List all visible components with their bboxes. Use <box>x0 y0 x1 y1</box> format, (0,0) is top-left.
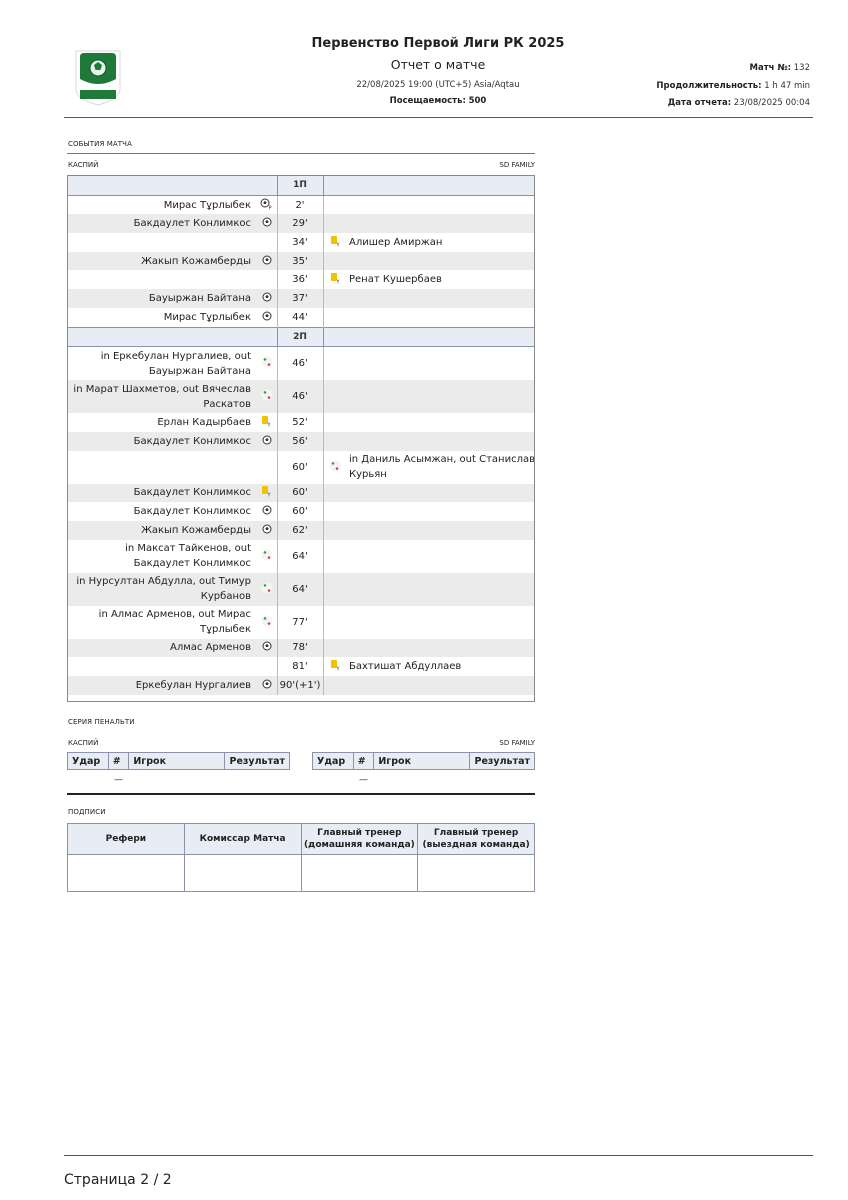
event-home-icon-cell <box>257 413 277 432</box>
match-number <box>550 63 810 73</box>
event-minute: 34' <box>277 233 323 252</box>
report-date-label: Дата отчета: <box>667 98 732 108</box>
event-home-player: in Марат Шахметов, out Вячеслав Раскатов <box>67 380 257 413</box>
event-home-icon-cell <box>257 521 277 540</box>
event-home-icon-cell <box>257 432 277 451</box>
event-home-player: Мирас Тұрлыбек <box>163 311 251 323</box>
sig-col-away-coach: Главный тренер (выездная команда) <box>418 824 535 855</box>
event-away-icon-cell <box>323 657 347 676</box>
sig-cell-home-coach[interactable] <box>301 855 418 892</box>
event-home-player: Ерлан Кадырбаев <box>157 417 251 429</box>
event-row <box>67 270 535 289</box>
goal-icon <box>262 679 272 692</box>
event-minute: 44' <box>277 308 323 327</box>
substitution-icon <box>261 356 273 371</box>
event-row <box>67 252 535 271</box>
goal-icon <box>262 505 272 518</box>
event-home-player: in Максат Тайкенов, out Бакдаулет Конлимкос <box>125 543 251 570</box>
event-away-icon-cell <box>323 347 347 381</box>
event-home-icon-cell <box>257 484 277 503</box>
event-away-player <box>347 639 535 658</box>
event-home-player: in Нурсултан Абдулла, out Тимур Курбанов <box>67 573 257 606</box>
event-home-player: Жакып Кожамберды <box>67 252 257 271</box>
event-home-icon-cell <box>257 233 277 252</box>
duration-label: Продолжительность: <box>656 81 762 91</box>
event-home-player: Бакдаулет Конлимкос <box>133 506 251 518</box>
sig-col-commissioner: Комиссар Матча <box>184 824 301 855</box>
event-home-icon-cell <box>257 270 277 289</box>
penalties-home-team: КАСПИЙ <box>68 739 99 747</box>
sig-col-referee: Рефери <box>68 824 185 855</box>
event-row <box>67 606 535 639</box>
substitution-icon <box>261 549 273 564</box>
pen-col-number: # <box>108 753 129 770</box>
period-header <box>67 327 535 347</box>
event-minute: 56' <box>277 432 323 451</box>
events-section-line <box>67 153 535 154</box>
event-row <box>67 308 535 327</box>
event-away-icon-cell <box>323 252 347 271</box>
period-header <box>67 176 535 196</box>
event-away-icon-cell <box>323 451 347 484</box>
event-away-icon-cell <box>323 484 347 503</box>
event-home-player: Бакдаулет Конлимкос <box>67 214 257 233</box>
event-minute: 81' <box>277 657 323 676</box>
event-minute: 29' <box>277 214 323 233</box>
match-number-value: 132 <box>793 63 810 73</box>
event-away-player <box>347 214 535 233</box>
event-home-icon-cell <box>257 347 277 381</box>
event-home-icon-cell <box>257 657 277 676</box>
event-away-icon-cell <box>323 233 347 252</box>
event-home-player: Бакдаулет Конлимкос <box>67 484 257 503</box>
event-home-player: Алмас Арменов <box>67 639 257 658</box>
event-minute: 90'(+1') <box>277 676 323 695</box>
event-away-icon-cell <box>323 380 347 413</box>
event-away-player <box>347 606 535 639</box>
league-logo <box>74 49 122 107</box>
penalties-section-title: СЕРИЯ ПЕНАЛЬТИ <box>68 718 135 726</box>
event-away-player <box>347 676 535 695</box>
event-home-player: in Еркебулан Нургалиев, out Бауыржан Байтана <box>100 350 251 377</box>
event-away-player <box>347 432 535 451</box>
event-home-icon-cell <box>257 380 277 413</box>
page-number: Страница 2 / 2 <box>64 1172 172 1188</box>
event-row <box>67 639 535 658</box>
events-home-team: КАСПИЙ <box>68 161 99 169</box>
sig-cell-referee[interactable] <box>68 855 185 892</box>
signatures-table <box>67 823 535 892</box>
yellow-card-icon <box>330 272 341 287</box>
svg-text:Y: Y <box>336 242 340 247</box>
event-row <box>67 676 535 695</box>
event-home-player: Мирас Тұрлыбек <box>163 199 251 211</box>
event-home-player: in Алмас Арменов, out Мирас Тұрлыбек <box>98 609 251 636</box>
event-minute: 52' <box>277 413 323 432</box>
event-row <box>67 451 535 484</box>
events-section-title: СОБЫТИЯ МАТЧА <box>68 140 132 148</box>
period-home-blank <box>67 327 277 347</box>
goal-icon <box>262 311 272 324</box>
event-away-player: Бахтишат Абдуллаев <box>349 661 462 673</box>
event-minute: 36' <box>277 270 323 289</box>
event-away-player: Ренат Кушербаев <box>349 274 442 286</box>
goal-icon <box>262 255 272 268</box>
event-away-player <box>347 380 535 413</box>
event-home-icon-cell <box>257 252 277 271</box>
penalties-home-table <box>67 752 290 790</box>
event-home-player <box>67 270 257 289</box>
event-minute: 77' <box>277 606 323 639</box>
pen-col-kick: Удар <box>313 753 354 770</box>
event-minute: 37' <box>277 289 323 308</box>
event-row <box>67 484 535 503</box>
report-date-value: 23/08/2025 00:04 <box>733 98 810 108</box>
period-label: 2П <box>277 327 323 347</box>
event-away-icon-cell <box>323 573 347 606</box>
event-minute: 62' <box>277 521 323 540</box>
period-away-blank <box>323 327 535 347</box>
yellow-card-icon <box>261 415 272 430</box>
event-home-icon-cell <box>257 451 277 484</box>
event-row <box>67 233 535 252</box>
event-row <box>67 573 535 606</box>
event-row <box>67 289 535 308</box>
event-row <box>67 521 535 540</box>
page-subtitle: Отчет о матче <box>390 57 486 72</box>
event-away-player <box>347 573 535 606</box>
event-row <box>67 657 535 676</box>
substitution-icon <box>329 460 341 475</box>
event-away-player <box>347 308 535 327</box>
yellow-card-icon <box>330 235 341 250</box>
match-number-label: Матч №: <box>749 63 792 73</box>
event-away-player <box>347 521 535 540</box>
event-home-icon-cell <box>257 502 277 521</box>
event-minute: 64' <box>277 573 323 606</box>
goal-icon <box>262 524 272 537</box>
svg-text:Y: Y <box>336 666 340 672</box>
event-home-player: Еркебулан Нургалиев <box>67 676 257 695</box>
event-row <box>67 195 535 214</box>
goal-icon <box>262 641 272 654</box>
report-date <box>550 98 810 108</box>
event-away-player <box>347 413 535 432</box>
event-row <box>67 347 535 381</box>
event-away-icon-cell <box>323 432 347 451</box>
event-away-icon-cell <box>323 289 347 308</box>
event-home-icon-cell <box>257 606 277 639</box>
event-minute: 35' <box>277 252 323 271</box>
substitution-icon <box>261 615 273 630</box>
substitution-icon <box>261 389 273 404</box>
event-home-player: Бауыржан Байтана <box>67 289 257 308</box>
event-away-icon-cell <box>323 413 347 432</box>
event-home-player: Жакып Кожамберды <box>67 521 257 540</box>
events-away-team: SD FAMILY <box>499 161 535 169</box>
penalties-away-team: SD FAMILY <box>499 739 535 747</box>
page-title: Первенство Первой Лиги РК 2025 <box>311 36 565 51</box>
pen-col-player: Игрок <box>129 753 225 770</box>
footer-divider <box>64 1155 813 1156</box>
event-away-icon-cell <box>323 540 347 573</box>
event-away-icon-cell <box>323 502 347 521</box>
pen-col-result: Результат <box>225 753 290 770</box>
header-divider <box>64 117 813 118</box>
event-away-icon-cell <box>323 308 347 327</box>
event-row <box>67 502 535 521</box>
pen-col-kick: Удар <box>68 753 109 770</box>
event-away-icon-cell <box>323 195 347 214</box>
goal-icon <box>262 435 272 448</box>
event-home-icon-cell <box>257 676 277 695</box>
events-table <box>67 175 535 695</box>
event-minute: 64' <box>277 540 323 573</box>
substitution-icon <box>261 582 273 597</box>
event-away-icon-cell <box>323 676 347 695</box>
event-row <box>67 413 535 432</box>
pen-col-player: Игрок <box>374 753 470 770</box>
event-home-icon-cell <box>257 639 277 658</box>
event-home-player <box>67 233 257 252</box>
svg-text:Y: Y <box>267 422 271 428</box>
event-minute: 2' <box>277 195 323 214</box>
goal-icon <box>262 292 272 305</box>
event-home-icon-cell <box>257 540 277 573</box>
pen-col-result: Результат <box>470 753 535 770</box>
yellow-card-icon <box>261 485 272 500</box>
period-label: 1П <box>277 176 323 196</box>
attendance-label: Посещаемость: <box>389 96 466 106</box>
event-away-icon-cell <box>323 606 347 639</box>
event-away-icon-cell <box>323 521 347 540</box>
event-minute: 46' <box>277 380 323 413</box>
event-away-player <box>347 252 535 271</box>
pen-col-number: # <box>353 753 374 770</box>
event-away-player <box>347 502 535 521</box>
svg-text:Y: Y <box>336 279 340 285</box>
event-away-player <box>347 195 535 214</box>
event-home-icon-cell <box>257 573 277 606</box>
goal-icon <box>262 217 272 230</box>
event-home-icon-cell <box>257 214 277 233</box>
event-away-player <box>347 540 535 573</box>
event-minute: 46' <box>277 347 323 381</box>
match-datetime: 22/08/2025 19:00 (UTC+5) Asia/Aqtau <box>356 80 520 90</box>
duration-value: 1 h 47 min <box>764 81 810 91</box>
event-minute: 60' <box>277 451 323 484</box>
event-minute: 78' <box>277 639 323 658</box>
event-home-icon-cell <box>257 308 277 327</box>
event-away-icon-cell <box>323 270 347 289</box>
penalties-away-table <box>312 752 535 790</box>
attendance-value: 500 <box>468 96 487 106</box>
event-home-icon-cell <box>257 195 277 214</box>
sig-cell-away-coach[interactable] <box>418 855 535 892</box>
event-home-player <box>67 657 257 676</box>
sig-cell-commissioner[interactable] <box>184 855 301 892</box>
event-away-player: Алишер Амиржан <box>349 236 443 248</box>
event-row <box>67 214 535 233</box>
event-away-player <box>347 347 535 381</box>
event-home-player <box>67 451 257 484</box>
event-away-icon-cell <box>323 214 347 233</box>
penalties-divider <box>67 793 535 795</box>
event-away-player <box>347 484 535 503</box>
svg-text:Y: Y <box>267 492 271 498</box>
event-away-player <box>347 289 535 308</box>
event-minute: 60' <box>277 484 323 503</box>
signatures-section-title: ПОДПИСИ <box>68 808 106 816</box>
event-away-player: in Даниль Асымжан, out Станислав Курьян <box>349 454 535 481</box>
event-row <box>67 540 535 573</box>
event-home-icon-cell <box>257 289 277 308</box>
sig-col-home-coach: Главный тренер (домашняя команда) <box>301 824 418 855</box>
event-row <box>67 380 535 413</box>
yellow-card-icon <box>330 659 341 674</box>
pen-away-empty: — <box>359 775 369 785</box>
match-duration <box>550 81 810 91</box>
event-minute: 60' <box>277 502 323 521</box>
event-row <box>67 432 535 451</box>
penalty-goal-icon <box>260 198 273 213</box>
pen-home-empty: — <box>114 775 124 785</box>
event-home-player: Бакдаулет Конлимкос <box>67 432 257 451</box>
svg-text:P: P <box>268 205 272 210</box>
period-away-blank <box>323 176 535 196</box>
event-away-icon-cell <box>323 639 347 658</box>
period-home-blank <box>67 176 277 196</box>
